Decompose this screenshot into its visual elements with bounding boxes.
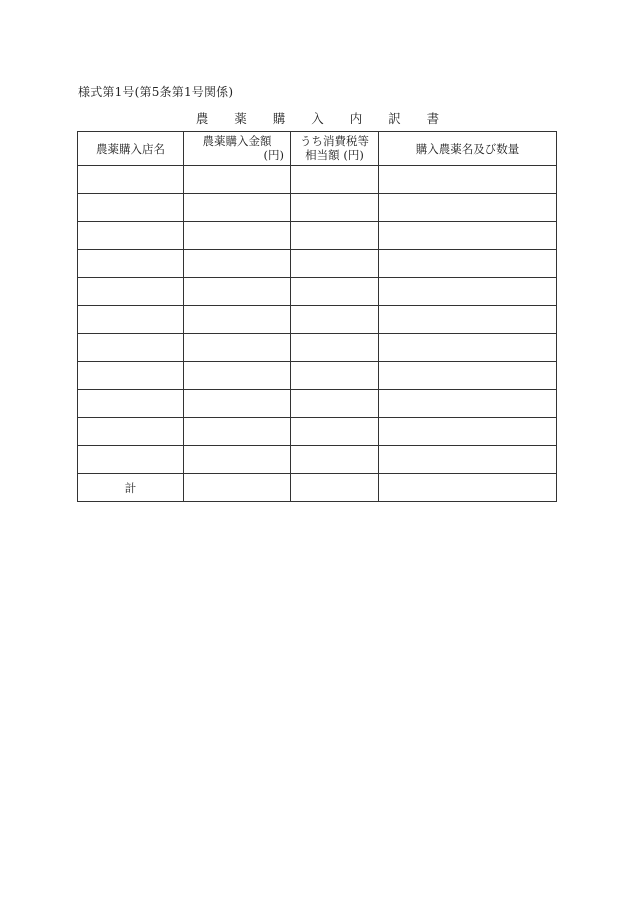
- store-name-cell[interactable]: [78, 166, 184, 194]
- store-name-cell[interactable]: [78, 306, 184, 334]
- store-name-cell[interactable]: [78, 194, 184, 222]
- table-row: [78, 390, 557, 418]
- table-row: [78, 334, 557, 362]
- consumption-tax-cell[interactable]: [291, 278, 379, 306]
- product-quantity-cell[interactable]: [379, 166, 557, 194]
- consumption-tax-cell[interactable]: [291, 446, 379, 474]
- store-name-cell[interactable]: [78, 334, 184, 362]
- document-title: 農 薬 購 入 内 訳 書: [195, 111, 451, 126]
- consumption-tax-cell[interactable]: [291, 306, 379, 334]
- table-row: [78, 446, 557, 474]
- store-name-cell[interactable]: [78, 390, 184, 418]
- header-purchase-amount: [184, 132, 291, 166]
- store-name-cell[interactable]: [78, 278, 184, 306]
- table-row: [78, 306, 557, 334]
- purchase-amount-cell[interactable]: [184, 362, 291, 390]
- table-row: [78, 194, 557, 222]
- header-row: [78, 132, 557, 166]
- product-quantity-cell[interactable]: [379, 222, 557, 250]
- store-name-cell[interactable]: [78, 222, 184, 250]
- header-consumption-tax: [291, 132, 379, 166]
- purchase-breakdown-table: [77, 131, 557, 502]
- purchase-amount-cell[interactable]: [184, 446, 291, 474]
- table-row: [78, 250, 557, 278]
- header-product-and-quantity: 購入農薬名及び数量: [379, 132, 557, 166]
- table-row: [78, 362, 557, 390]
- total-row: [78, 474, 557, 502]
- form-reference: 様式第1号(第5条第1号関係): [78, 85, 234, 99]
- consumption-tax-cell[interactable]: [291, 166, 379, 194]
- table-row: [78, 166, 557, 194]
- purchase-amount-cell[interactable]: [184, 334, 291, 362]
- purchase-amount-cell[interactable]: [184, 306, 291, 334]
- consumption-tax-cell[interactable]: [291, 418, 379, 446]
- store-name-cell[interactable]: [78, 418, 184, 446]
- consumption-tax-cell[interactable]: [291, 250, 379, 278]
- table-row: [78, 222, 557, 250]
- product-quantity-cell[interactable]: [379, 334, 557, 362]
- consumption-tax-cell[interactable]: [291, 222, 379, 250]
- purchase-amount-cell[interactable]: [184, 278, 291, 306]
- consumption-tax-cell[interactable]: [291, 334, 379, 362]
- header-consumption-tax-label: うち消費税等: [300, 134, 369, 148]
- header-consumption-tax-unit: 相当額 (円): [305, 148, 364, 162]
- store-name-cell[interactable]: [78, 446, 184, 474]
- purchase-amount-cell[interactable]: [184, 166, 291, 194]
- table-row: [78, 278, 557, 306]
- consumption-tax-cell[interactable]: [291, 390, 379, 418]
- purchase-amount-cell[interactable]: [184, 250, 291, 278]
- product-quantity-cell[interactable]: [379, 306, 557, 334]
- store-name-cell[interactable]: [78, 362, 184, 390]
- store-name-cell[interactable]: [78, 250, 184, 278]
- total-product-cell[interactable]: [379, 474, 557, 502]
- total-tax-cell[interactable]: [291, 474, 379, 502]
- header-store-name: 農薬購入店名: [78, 132, 184, 166]
- header-purchase-amount-label: 農薬購入金額: [202, 134, 272, 148]
- purchase-amount-cell[interactable]: [184, 194, 291, 222]
- product-quantity-cell[interactable]: [379, 446, 557, 474]
- table-row: [78, 418, 557, 446]
- purchase-amount-cell[interactable]: [184, 418, 291, 446]
- purchase-amount-cell[interactable]: [184, 222, 291, 250]
- product-quantity-cell[interactable]: [379, 278, 557, 306]
- total-label: 計: [78, 474, 184, 502]
- product-quantity-cell[interactable]: [379, 390, 557, 418]
- product-quantity-cell[interactable]: [379, 362, 557, 390]
- product-quantity-cell[interactable]: [379, 418, 557, 446]
- consumption-tax-cell[interactable]: [291, 194, 379, 222]
- product-quantity-cell[interactable]: [379, 250, 557, 278]
- product-quantity-cell[interactable]: [379, 194, 557, 222]
- consumption-tax-cell[interactable]: [291, 362, 379, 390]
- total-amount-cell[interactable]: [184, 474, 291, 502]
- header-purchase-amount-unit: (円): [263, 148, 284, 162]
- purchase-amount-cell[interactable]: [184, 390, 291, 418]
